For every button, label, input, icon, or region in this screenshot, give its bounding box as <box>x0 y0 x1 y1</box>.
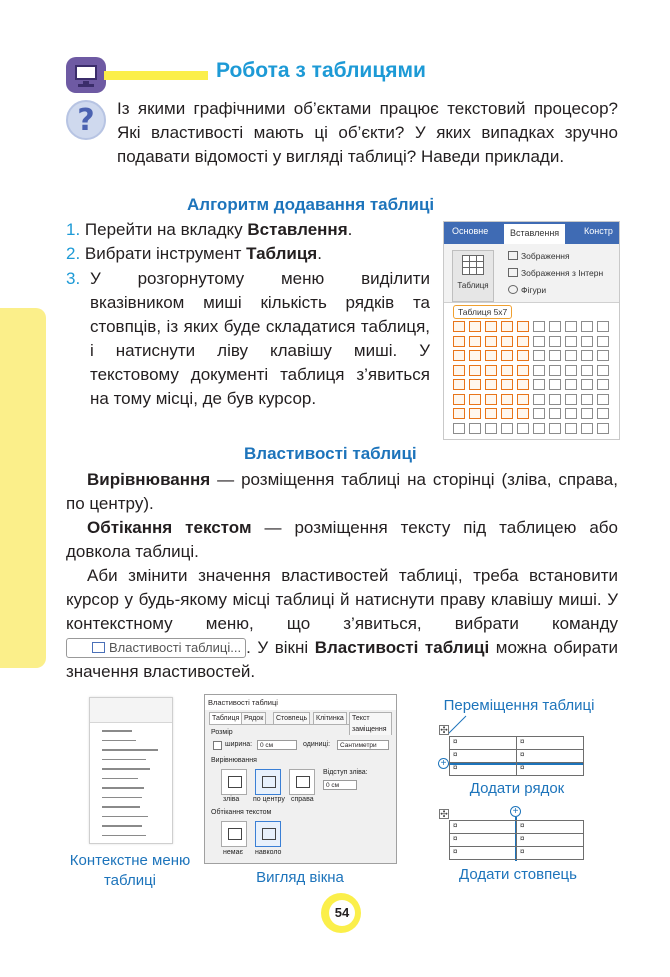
table-cell: ¤ <box>449 820 517 834</box>
context-menu-item[interactable] <box>102 797 142 799</box>
table-size-label: Таблиця 5x7 <box>453 305 512 319</box>
grid-cell[interactable] <box>549 379 561 390</box>
add-row-icon[interactable]: + <box>438 758 449 769</box>
properties-heading: Властивості таблиці <box>244 444 417 463</box>
side-tab <box>0 308 46 668</box>
add-column-icon[interactable]: + <box>510 806 521 817</box>
grid-cell[interactable] <box>549 321 561 332</box>
grid-cell[interactable] <box>453 365 465 376</box>
move-table-label: Переміщення таблиці <box>443 697 595 714</box>
context-menu-item[interactable] <box>102 730 132 732</box>
grid-cell[interactable] <box>533 408 545 419</box>
dialog-tab-row[interactable]: Рядок <box>241 712 266 724</box>
grid-cell[interactable] <box>485 350 497 361</box>
grid-cell[interactable] <box>533 350 545 361</box>
align-center-label: по центру <box>253 796 285 803</box>
context-menu-item[interactable] <box>102 759 146 761</box>
grid-cell[interactable] <box>501 336 513 347</box>
table-icon <box>462 255 484 275</box>
context-menu-item[interactable] <box>102 816 148 818</box>
grid-cell[interactable] <box>485 365 497 376</box>
grid-cell[interactable] <box>533 423 545 434</box>
align-left-label: зліва <box>223 796 240 803</box>
units-select[interactable]: Сантиметри <box>337 740 389 750</box>
grid-cell[interactable] <box>581 423 593 434</box>
grid-cell[interactable] <box>597 365 609 376</box>
grid-cell[interactable] <box>501 408 513 419</box>
grid-cell[interactable] <box>485 423 497 434</box>
grid-cell[interactable] <box>485 336 497 347</box>
grid-cell[interactable] <box>469 423 481 434</box>
wrap-none-label: немає <box>223 849 244 856</box>
units-label: одиниці: <box>303 741 331 748</box>
grid-cell[interactable] <box>517 408 529 419</box>
dialog-title: Властивості таблиці <box>205 695 396 710</box>
grid-cell[interactable] <box>533 379 545 390</box>
table-cell: ¤ <box>449 736 517 750</box>
grid-cell[interactable] <box>469 350 481 361</box>
grid-cell[interactable] <box>469 408 481 419</box>
table-properties-dialog <box>204 694 397 864</box>
section-title: Робота з таблицями <box>216 59 426 82</box>
grid-cell[interactable] <box>517 350 529 361</box>
grid-cell[interactable] <box>501 379 513 390</box>
grid-cell[interactable] <box>533 321 545 332</box>
picture-icon <box>508 251 518 260</box>
add-row-label: Додати рядок <box>469 780 565 797</box>
table-cell: ¤ <box>449 846 517 860</box>
grid-cell[interactable] <box>549 423 561 434</box>
insert-table-screenshot <box>443 221 620 440</box>
computer-icon <box>66 57 106 93</box>
ribbon-body <box>444 244 619 303</box>
tab-design[interactable]: Констр <box>584 226 613 236</box>
context-menu-caption: Контекстне меню таблиці <box>69 852 191 889</box>
grid-cell[interactable] <box>501 350 513 361</box>
grid-cell[interactable] <box>581 321 593 332</box>
mini-toolbar <box>90 698 172 723</box>
title-highlight <box>104 71 208 80</box>
grid-cell[interactable] <box>453 336 465 347</box>
grid-cell[interactable] <box>597 321 609 332</box>
grid-cell[interactable] <box>597 379 609 390</box>
grid-cell[interactable] <box>469 379 481 390</box>
grid-cell[interactable] <box>533 336 545 347</box>
grid-cell[interactable] <box>517 423 529 434</box>
table-cell: ¤ <box>516 833 584 847</box>
table-properties-command[interactable]: Властивості таблиці... <box>66 638 246 658</box>
ribbon-tabs <box>444 222 619 244</box>
context-menu-item[interactable] <box>102 825 142 827</box>
grid-cell[interactable] <box>565 423 577 434</box>
grid-cell[interactable] <box>597 408 609 419</box>
grid-cell[interactable] <box>565 394 577 405</box>
move-handle-icon[interactable]: ✣ <box>440 725 448 735</box>
grid-cell[interactable] <box>517 379 529 390</box>
dialog-tab-cell[interactable]: Клітинка <box>313 712 347 724</box>
grid-cell[interactable] <box>469 394 481 405</box>
grid-cell[interactable] <box>485 394 497 405</box>
grid-cell[interactable] <box>501 321 513 332</box>
wrap-none-option[interactable] <box>221 821 247 847</box>
grid-cell[interactable] <box>517 336 529 347</box>
table-properties-icon <box>92 642 105 653</box>
alignment-paragraph: Вирівнювання — розміщення таблиці на сторінці (зліва, справа, по центру). <box>66 470 618 513</box>
grid-cell[interactable] <box>501 423 513 434</box>
grid-cell[interactable] <box>565 350 577 361</box>
grid-cell[interactable] <box>565 336 577 347</box>
table-cell: ¤ <box>516 820 584 834</box>
grid-cell[interactable] <box>549 365 561 376</box>
question-mark-icon: ? <box>66 100 106 140</box>
algorithm-steps <box>66 218 352 266</box>
context-menu-item[interactable] <box>102 787 144 789</box>
indent-input[interactable]: 0 см <box>323 780 357 790</box>
grid-cell[interactable] <box>469 365 481 376</box>
tab-insert[interactable]: Вставлення <box>504 224 565 244</box>
move-pointer-line <box>446 714 468 736</box>
algorithm-heading: Алгоритм додавання таблиці <box>187 195 435 214</box>
table-cell: ¤ <box>516 846 584 860</box>
grid-cell[interactable] <box>581 408 593 419</box>
grid-cell[interactable] <box>517 365 529 376</box>
grid-cell[interactable] <box>597 336 609 347</box>
context-menu-item[interactable] <box>102 806 140 808</box>
context-menu-screenshot <box>89 697 173 844</box>
grid-cell[interactable] <box>549 336 561 347</box>
grid-cell[interactable] <box>453 394 465 405</box>
grid-cell[interactable] <box>469 336 481 347</box>
size-label: Розмір <box>211 729 233 736</box>
indent-label: Відступ зліва: <box>323 769 368 776</box>
grid-cell[interactable] <box>581 365 593 376</box>
grid-cell[interactable] <box>597 423 609 434</box>
shapes-icon <box>508 285 518 294</box>
table-cell: ¤ <box>516 749 584 763</box>
dialog-tab-table[interactable]: Таблиця <box>209 712 242 724</box>
grid-cell[interactable] <box>565 379 577 390</box>
page-number: 54 <box>329 900 355 926</box>
grid-cell[interactable] <box>533 365 545 376</box>
context-menu-item[interactable] <box>102 749 158 751</box>
grid-cell[interactable] <box>533 394 545 405</box>
align-left-option[interactable] <box>221 769 247 795</box>
grid-cell[interactable] <box>501 365 513 376</box>
change-properties-paragraph: Аби змінити значення властивостей таблиці, треба встановити курсор у будь-якому місці таблиці й натиснути праву клавішу миші. У контекстному меню, що з’явиться, вибрати команду Властивості таблиці... . У вікні Властивості таблиці можна обирати значення властивостей. <box>66 566 618 681</box>
dialog-caption: Вигляд вікна <box>256 869 344 886</box>
align-right-label: справа <box>291 796 314 803</box>
dialog-tab-column[interactable]: Стовпець <box>273 712 310 724</box>
grid-cell[interactable] <box>581 394 593 405</box>
online-picture-icon <box>508 268 518 277</box>
wrap-around-option[interactable] <box>255 821 281 847</box>
grid-cell[interactable] <box>597 350 609 361</box>
table-cell: ¤ <box>516 736 584 750</box>
width-input[interactable]: 0 см <box>257 740 297 750</box>
shapes-item[interactable]: Фігури <box>508 285 546 295</box>
grid-cell[interactable] <box>485 379 497 390</box>
step-2: 2. Вибрати інструмент Таблиця. <box>66 244 322 263</box>
grid-cell[interactable] <box>453 423 465 434</box>
step-3: 3. У розгорнутому меню виділити вказівником миші кількість рядків та стовпців, із яких буде складатися таблиця, і натиснути ліву клавішу миші. У текстовому документі таблиця з’явиться на тому місці, де був курсор. <box>66 269 430 408</box>
grid-cell[interactable] <box>517 321 529 332</box>
width-checkbox[interactable] <box>213 741 222 750</box>
align-center-option[interactable] <box>255 769 281 795</box>
online-pictures-item[interactable]: Зображення з Інтерн <box>508 268 603 278</box>
question-text: Із якими графічними об’єктами працює текстовий процесор? Які властивості мають ці об’єкти? У яких випадках зручно подавати відомості у вигляді таблиці? Наведи приклади. <box>117 99 618 166</box>
grid-cell[interactable] <box>485 321 497 332</box>
pictures-item[interactable]: Зображення <box>508 251 570 261</box>
grid-cell[interactable] <box>549 408 561 419</box>
context-menu-item[interactable] <box>102 768 150 770</box>
grid-cell[interactable] <box>581 336 593 347</box>
grid-cell[interactable] <box>597 394 609 405</box>
align-right-option[interactable] <box>289 769 315 795</box>
dialog-tab-alt-text[interactable]: Текст заміщення <box>349 712 392 735</box>
wrapping-label: Обтікання текстом <box>211 809 272 816</box>
grid-cell[interactable] <box>453 321 465 332</box>
grid-cell[interactable] <box>565 365 577 376</box>
grid-cell[interactable] <box>501 394 513 405</box>
wrap-around-label: навколо <box>255 849 282 856</box>
grid-cell[interactable] <box>453 350 465 361</box>
move-handle-icon-2[interactable]: ✣ <box>440 809 448 819</box>
tab-home[interactable]: Основне <box>452 226 489 236</box>
table-cell: ¤ <box>449 762 517 776</box>
table-cell: ¤ <box>449 749 517 763</box>
context-menu-item[interactable] <box>102 740 136 742</box>
width-label: ширина: <box>225 741 253 748</box>
table-button[interactable]: Таблиця <box>452 250 494 302</box>
grid-cell[interactable] <box>485 408 497 419</box>
context-menu-item[interactable] <box>102 778 138 780</box>
grid-cell[interactable] <box>581 379 593 390</box>
step-1: 1. Перейти на вкладку Вставлення. <box>66 220 353 239</box>
grid-cell[interactable] <box>565 321 577 332</box>
grid-cell[interactable] <box>453 379 465 390</box>
add-column-label: Додати стовпець <box>459 866 577 883</box>
grid-cell[interactable] <box>549 394 561 405</box>
grid-cell[interactable] <box>581 350 593 361</box>
table-cell: ¤ <box>516 762 584 776</box>
table-cell: ¤ <box>449 833 517 847</box>
grid-cell[interactable] <box>453 408 465 419</box>
grid-cell[interactable] <box>549 350 561 361</box>
grid-cell[interactable] <box>517 394 529 405</box>
alignment-label: Вирівнювання <box>211 757 257 764</box>
wrapping-paragraph: Обтікання текстом — розміщення тексту під таблицею або довкола таблиці. <box>66 518 618 561</box>
page-number-badge <box>321 893 361 933</box>
context-menu-item[interactable] <box>102 835 146 837</box>
grid-cell[interactable] <box>565 408 577 419</box>
grid-cell[interactable] <box>469 321 481 332</box>
